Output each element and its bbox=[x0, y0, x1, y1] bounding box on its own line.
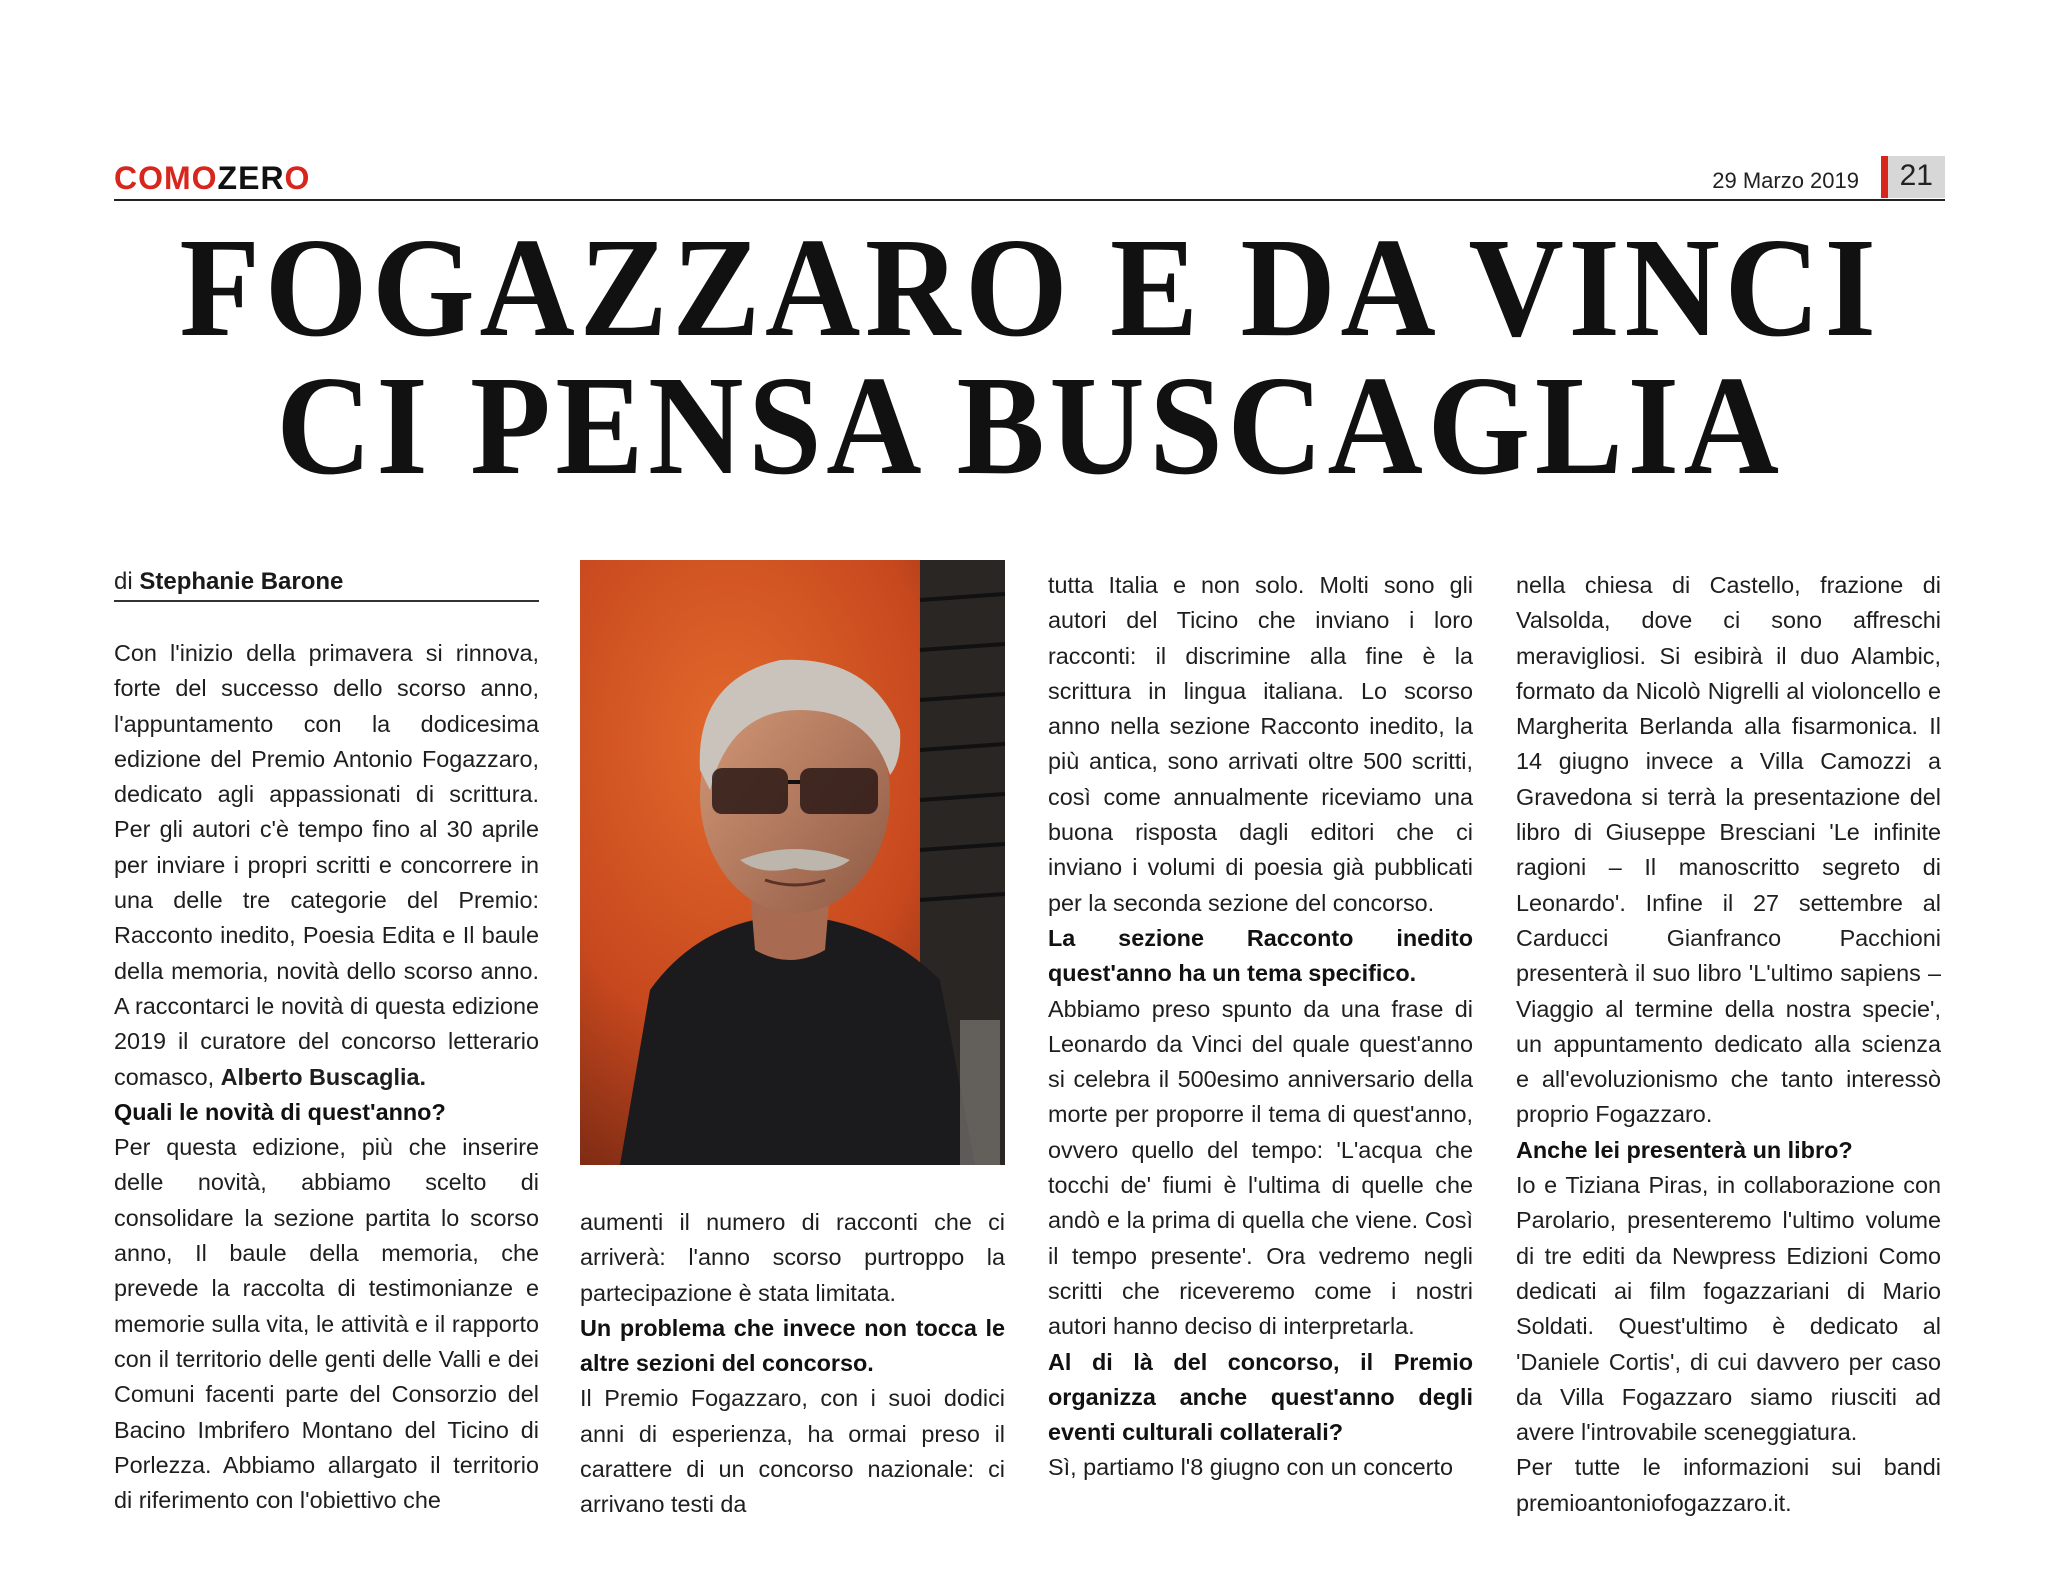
headline-line-1: FOGAZZARO E DA VINCI bbox=[179, 208, 1881, 366]
portrait-photo-icon bbox=[580, 560, 1005, 1165]
paragraph: Sì, partiamo l'8 giugno con un concerto bbox=[1048, 1454, 1453, 1481]
byline-author: Stephanie Barone bbox=[139, 568, 344, 595]
page-header bbox=[114, 156, 1945, 202]
paragraph: Per tutte le informazioni sui bandi premioantoniofogazzaro.it. bbox=[1516, 1454, 1941, 1516]
page-number: 21 bbox=[1899, 159, 1933, 192]
article-column-3 bbox=[1048, 568, 1473, 1486]
interview-question: Anche lei presenterà un libro? bbox=[1516, 1136, 1853, 1163]
paragraph: Con l'inizio della primavera si rinnova, forte del successo dello scorso anno, l'appuntamento con la dodicesima edizione del Premio Antonio Fogazzaro, dedicato agli appassionati di scrittura. Per gli autori c'è tempo fino al 30 aprile per inviare i propri scritti e concorrere in una delle tre categorie del Premio: Racconto inedito, Poesia Edita e Il baule della memoria, novità dello scorso anno. A raccontarci le novità di questa edizione 2019 il curatore del concorso letterario comasco, Alberto Buscaglia. bbox=[114, 640, 539, 1090]
portrait-photo bbox=[580, 560, 1005, 1165]
byline bbox=[114, 568, 539, 596]
interview-question: La sezione Racconto inedito quest'anno ha un tema specifico. bbox=[1048, 924, 1473, 987]
comozero-logo: COMOZERO bbox=[114, 160, 311, 196]
article-column-4 bbox=[1516, 568, 1941, 1521]
paragraph: nella chiesa di Castello, frazione di Valsolda, dove ci sono affreschi meravigliosi. Si esibirà il duo Alambic, formato da Nicolò Nigrelli al violoncello e Margherita Berlanda alla fisarmonica. Il 14 giugno invece a Villa Camozzi a Gravedona si terrà la presentazione del libro di Giuseppe Bresciani 'Le infinite ragioni – Il manoscritto segreto di Leonardo'. Infine il 27 settembre al Carducci Gianfranco Pacchioni presenterà il suo libro 'L'ultimo sapiens – Viaggio al termine della nostra specie', un appuntamento dedicato alla scienza e all'evoluzionismo che tanto interessò proprio Fogazzaro. bbox=[1516, 572, 1941, 1128]
paragraph: Io e Tiziana Piras, in collaborazione con Parolario, presenteremo l'ultimo volume di tre editi da Newpress Edizioni Como dedicati ai film fogazzariani di Mario Soldati. Quest'ultimo è dedicato al 'Daniele Cortis', di cui davvero per caso da Villa Fogazzaro siamo riusciti ad avere l'introvabile sceneggiatura. bbox=[1516, 1172, 1941, 1446]
article-column-1 bbox=[114, 636, 539, 1518]
paragraph: Abbiamo preso spunto da una frase di Leonardo da Vinci del quale quest'anno si celebra il 500esimo anniversario della morte per proporre il tema di quest'anno, ovvero quello del tempo: 'L'acqua che tocchi de' fiumi è l'ultima di quelle che andò e la prima di quella che viene. Così il tempo presente'. Ora vedremo negli scritti che riceveremo come i nostri autori hanno deciso di interpretarla. bbox=[1048, 995, 1473, 1340]
article-headline bbox=[165, 208, 1895, 504]
header-divider bbox=[114, 199, 1945, 201]
interview-question: Al di là del concorso, il Premio organizza anche quest'anno degli eventi culturali collaterali? bbox=[1048, 1348, 1473, 1446]
paragraph: Per questa edizione, più che inserire delle novità, abbiamo scelto di consolidare la sezione partita lo scorso anno, Il baule della memoria, che prevede la raccolta di testimonianze e memorie sulla vita, le attività e il rapporto con il territorio delle genti delle Valli e dei Comuni facenti parte del Consorzio del Bacino Imbrifero Montano del Ticino di Porlezza. Abbiamo allargato il territorio di riferimento con l'obiettivo che bbox=[114, 1134, 539, 1514]
headline-line-2: CI PENSA BUSCAGLIA bbox=[276, 346, 1784, 504]
byline-prefix: di bbox=[114, 568, 133, 595]
interview-question: Quali le novità di quest'anno? bbox=[114, 1098, 446, 1125]
page-number-tab bbox=[1881, 156, 1945, 198]
byline-divider bbox=[114, 600, 539, 602]
paragraph: Il Premio Fogazzaro, con i suoi dodici anni di esperienza, ha ormai preso il carattere di un concorso nazionale: ci arrivano testi da bbox=[580, 1385, 1005, 1518]
paragraph: tutta Italia e non solo. Molti sono gli autori del Ticino che inviano i loro racconti: il discrimine alla fine è la scrittura in lingua italiana. Lo scorso anno nella sezione Racconto inedito, la più antica, sono arrivati oltre 500 scritti, così come annualmente riceviamo una buona risposta dagli editori che ci inviano i volumi di poesia già pubblicati per la seconda sezione del concorso. bbox=[1048, 572, 1473, 916]
paragraph: aumenti il numero di racconti che ci arriverà: l'anno scorso purtroppo la partecipazione è stata limitata. bbox=[580, 1209, 1005, 1306]
article-column-2 bbox=[580, 1205, 1005, 1523]
interview-question: Un problema che invece non tocca le altre sezioni del concorso. bbox=[580, 1314, 1005, 1377]
issue-date: 29 Marzo 2019 bbox=[1712, 168, 1859, 193]
interviewee-name: Alberto Buscaglia. bbox=[220, 1063, 426, 1090]
